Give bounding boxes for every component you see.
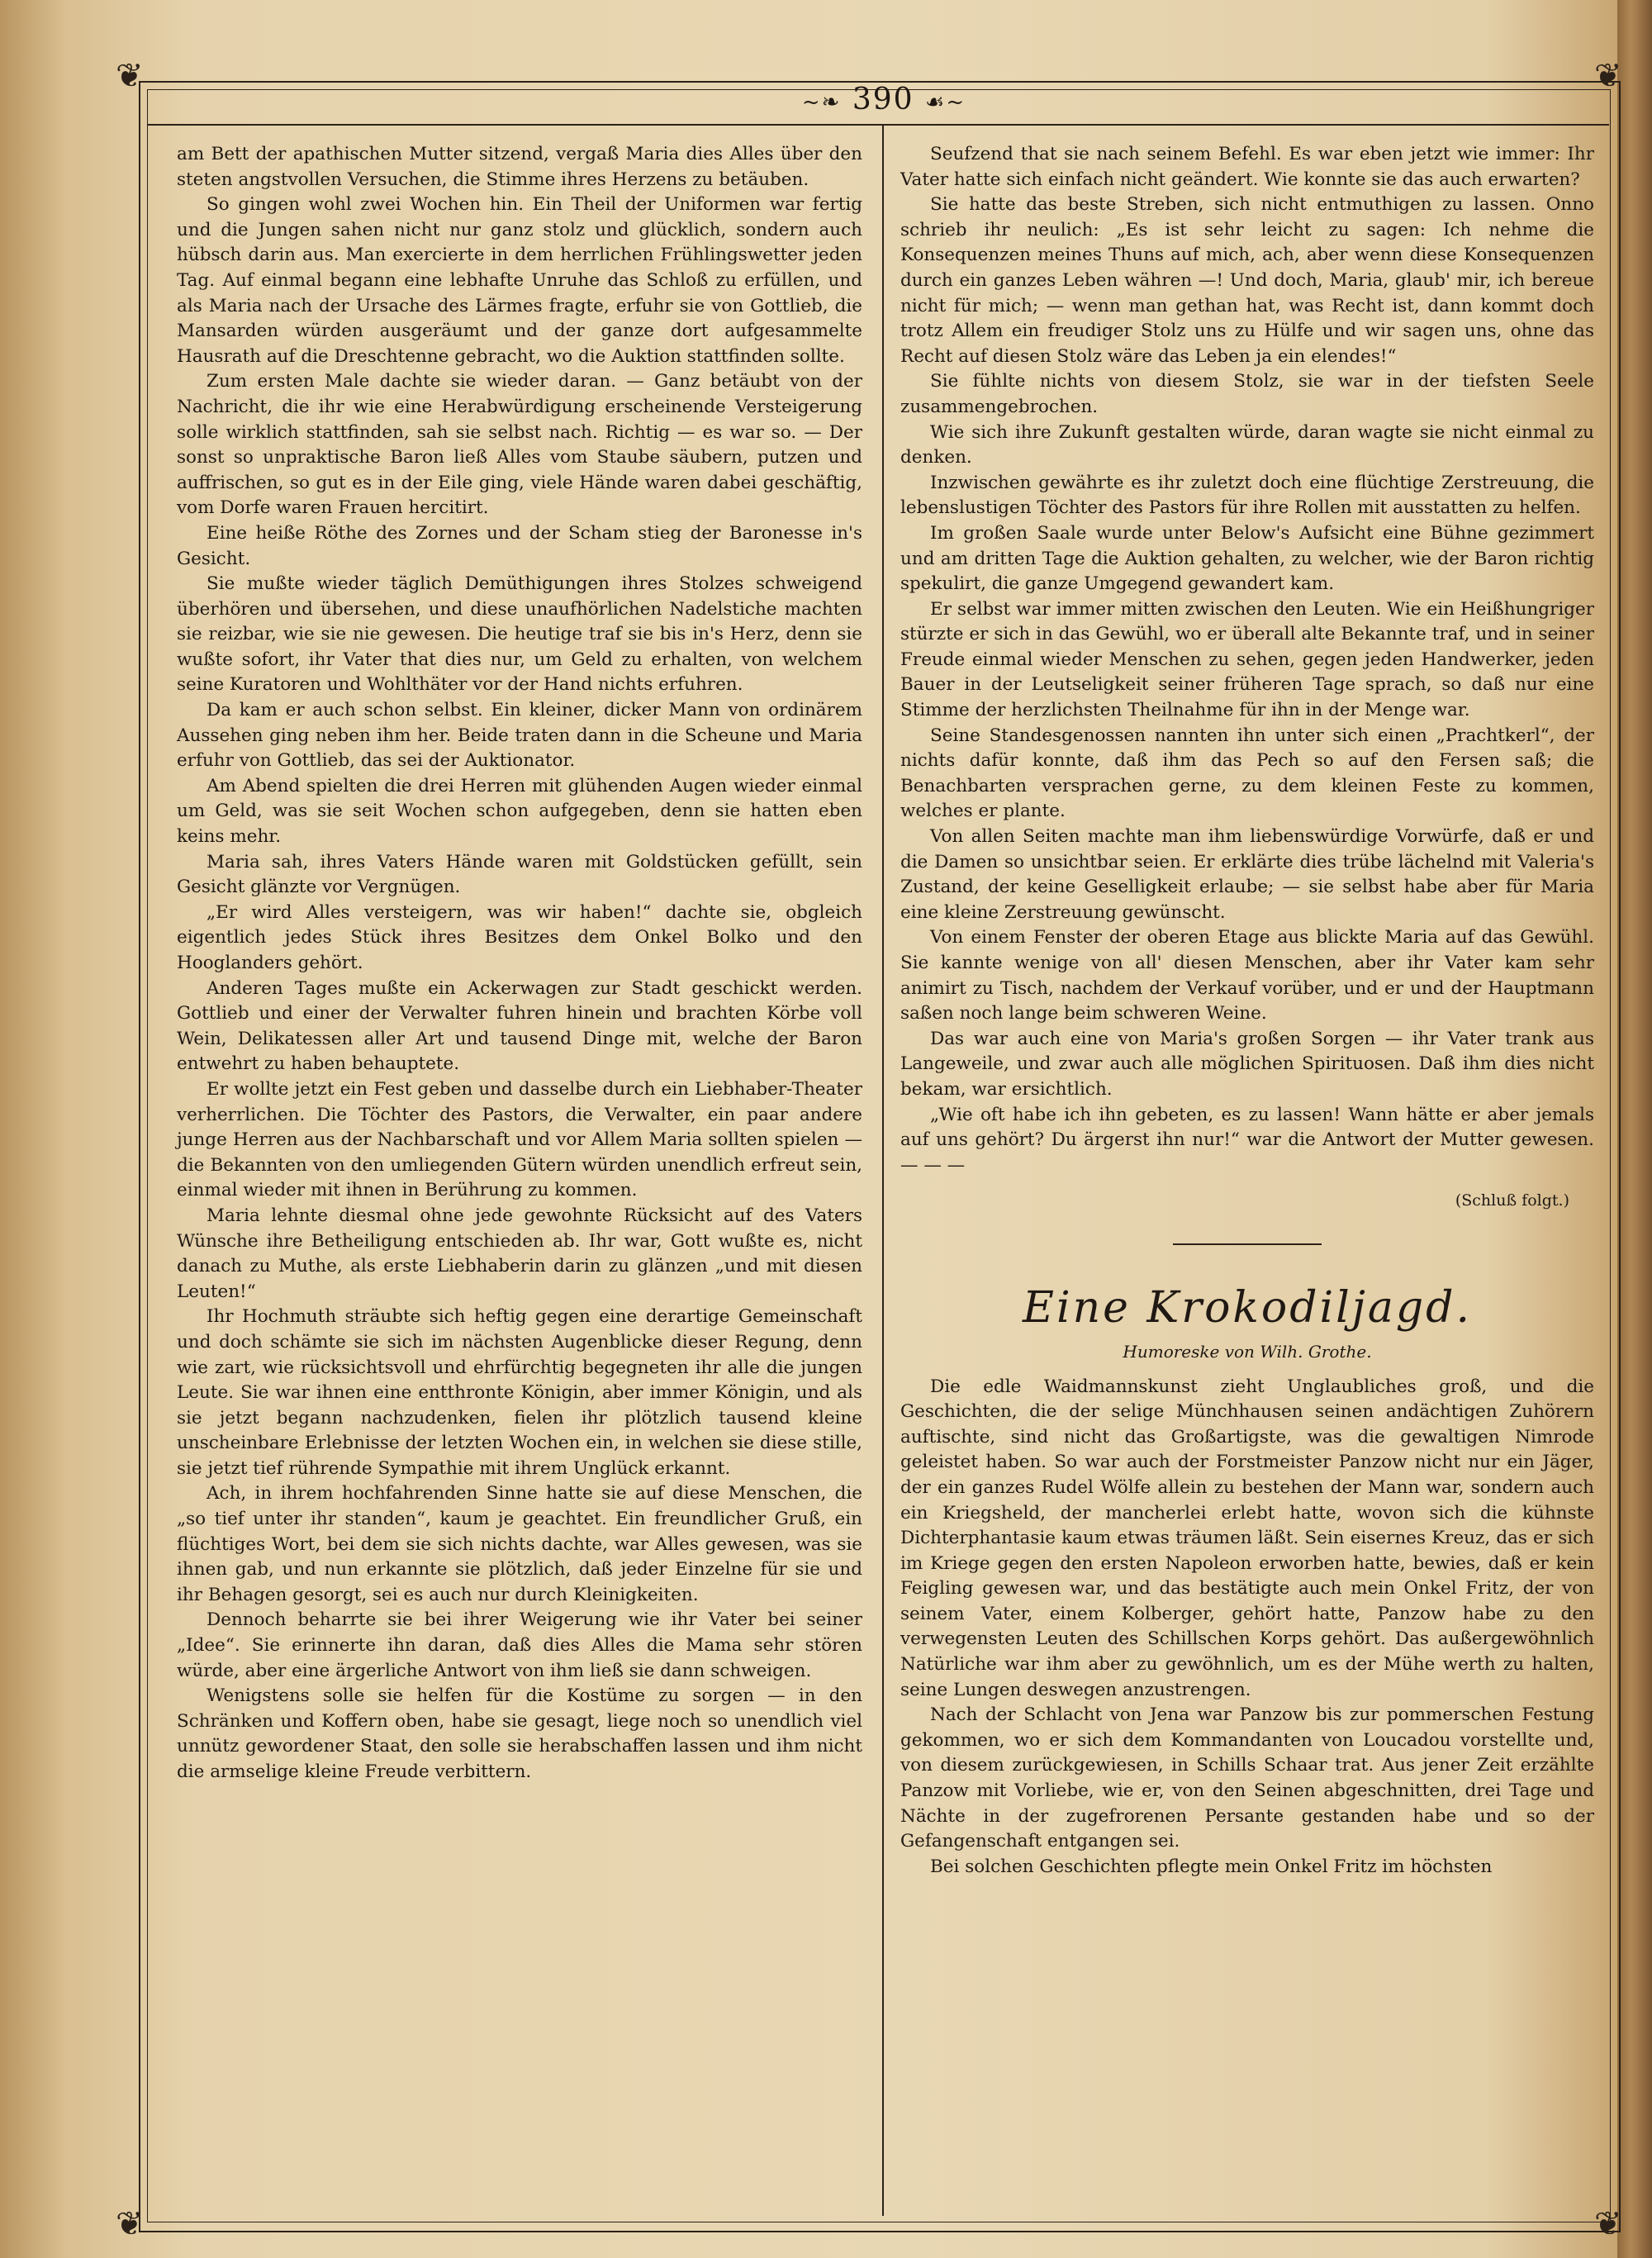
paragraph: Maria sah, ihres Vaters Hände waren mit Goldstücken gefüllt, sein Gesicht glänzte vor Vergnügen.	[177, 851, 862, 898]
paragraph: Das war auch eine von Maria's großen Sorgen — ihr Vater trank aus Langeweile, und zwar auch alle möglichen Spirituosen. Daß ihm dies nicht bekam, war ersichtlich.	[900, 1028, 1594, 1100]
paragraph: Inzwischen gewährte es ihr zuletzt doch eine flüchtige Zerstreuung, die lebenslustigen Töchter des Pastors für ihre Rollen mit ausstatten zu helfen.	[900, 472, 1594, 519]
paragraph: Eine heiße Röthe des Zornes und der Scham stieg der Baronesse in's Gesicht.	[177, 522, 862, 569]
corner-ornament-icon: ❦	[1594, 2205, 1622, 2243]
header-rule	[147, 124, 1609, 126]
paragraph: Da kam er auch schon selbst. Ein kleiner, dicker Mann von ordinärem Aussehen ging neben ihm her. Beide traten dann in die Scheune und Maria erfuhr von Gottlieb, das sei der Auktionator.	[177, 700, 862, 772]
paragraph: Wie sich ihre Zukunft gestalten würde, daran wagte sie nicht einmal zu denken.	[900, 421, 1594, 468]
page-number	[743, 83, 1024, 116]
paragraph: Anderen Tages mußte ein Ackerwagen zur Stadt geschickt werden. Gottlieb und einer der Verwalter fuhren hinein und brachten Körbe voll Wein, Delikatessen aller Art und tausend Dinge mit, welche der Baron entwehrt zu haben behauptete.	[177, 977, 862, 1075]
paragraph: Nach der Schlacht von Jena war Panzow bis zur pommerschen Festung gekommen, wo er sich dem Kommandanten von Loucadou vorstellte und, von diesem zurückgewiesen, in Schills Schaar trat. Aus jener Zeit erzählte Panzow mit Vorliebe, wie er, von den Seinen abgeschnitten, drei Tage und Nächte in der zugefrorenen Persante gestanden habe und so der Gefangenschaft entgangen sei.	[900, 1704, 1594, 1852]
continued-note: (Schluß folgt.)	[1455, 1191, 1569, 1210]
article-byline: Humoreske von Wilh. Grothe.	[1123, 1341, 1372, 1362]
paragraph: Am Abend spielten die drei Herren mit glühenden Augen wieder einmal um Geld, was sie seit Wochen schon aufgegeben, denn sie hatten eben keins mehr.	[177, 775, 862, 848]
left-column	[177, 142, 862, 1785]
paragraph: Ach, in ihrem hochfahrenden Sinne hatte sie auf diese Menschen, die „so tief unter ihr standen“, kaum je geachtet. Ein freundlicher Gruß, ein flüchtiges Wort, bei dem sie sich nichts dachte, war Alles gewesen, was sie ihnen gab, und nun erkannte sie plötzlich, daß jeder Einzelne für sie und ihr Behagen gesorgt, sei es auch nur durch Kleinigkeiten.	[177, 1483, 862, 1605]
book-binding	[1617, 0, 1652, 2258]
paragraph: Sie hatte das beste Streben, sich nicht entmuthigen zu lassen. Onno schrieb ihr neulich: „Es ist sehr leicht zu sagen: Ich nehme die Konsequenzen meines Thuns auf mich, ach, aber wenn diese Konsequenzen durch ein ganzes Leben währen —! Und doch, Maria, glaub' mir, ich bereue nicht für mich; — wenn man gethan hat, was Recht ist, dann kommt doch trotz Allem ein freudiger Stolz uns zu Hülfe und wir sagen uns, ohne das Recht auf diesen Stolz wäre das Leben ja ein elendes!“	[900, 194, 1594, 367]
corner-ornament-icon: ❦	[116, 57, 144, 95]
paragraph: So gingen wohl zwei Wochen hin. Ein Theil der Uniformen war fertig und die Jungen sahen nicht nur ganz stolz und glücklich, sondern auch hübsch darin aus. Man exercierte in dem herrlichen Frühlingswetter jeden Tag. Auf einmal begann eine lebhafte Unruhe das Schloß zu erfüllen, und als Maria nach der Ursache des Lärmes fragte, erfuhr sie von Gottlieb, die Mansarden würden ausgeräumt und der ganze dort aufgesammelte Hausrath auf die Dreschtenne gebracht, wo die Auktion stattfinden sollte.	[177, 194, 862, 367]
paragraph: Bei solchen Geschichten pflegte mein Onkel Fritz im höchsten	[930, 1856, 1493, 1877]
paragraph: Seufzend that sie nach seinem Befehl. Es war eben jetzt wie immer: Ihr Vater hatte sich einfach nicht geändert. Wie konnte sie das auch erwarten?	[900, 144, 1594, 190]
paragraph: Er wollte jetzt ein Fest geben und dasselbe durch ein Liebhaber-Theater verherrlichen. Die Töchter des Pastors, die Verwalter, ein paar andere junge Herren aus der Nachbarschaft und vor Allem Maria sollten spielen — die Bekannten von den umliegenden Gütern würden unendlich erfreut sein, einmal wieder mit ihnen in Berührung zu kommen.	[177, 1078, 862, 1201]
flourish-left-icon: ~❧	[801, 90, 842, 115]
paragraph: „Er wird Alles versteigern, was wir haben!“ dachte sie, obgleich eigentlich jedes Stück ihres Besitzes dem Onkel Bolko und den Hooglanders gehört.	[177, 901, 862, 973]
paragraph: Sie mußte wieder täglich Demüthigungen ihres Stolzes schweigend überhören und übersehen, und diese unaufhörlichen Nadelstiche machten sie reizbar, wie sie nie gewesen. Die heutige traf sie bis in's Herz, denn sie wußte sofort, ihr Vater that dies nur, um Geld zu erhalten, von welchem seine Kuratoren und Wohlthäter vor der Hand nichts erfuhren.	[177, 573, 862, 696]
corner-ornament-icon: ❦	[116, 2205, 144, 2243]
column-divider	[882, 126, 884, 2216]
section-separator	[1173, 1243, 1322, 1245]
article-title: Eine Krokodiljagd.	[1023, 1282, 1472, 1333]
paragraph: Zum ersten Male dachte sie wieder daran. — Ganz betäubt von der Nachricht, die ihr wie eine Herabwürdigung erscheinende Versteigerung solle wirklich stattfinden, sah sie selbst nach. Richtig — es war so. — Der sonst so unpraktische Baron ließ Alles vom Staube säubern, putzen und auffrischen, so gut es in der Eile ging, viele Hände waren dabei geschäftig, vom Dorfe waren Frauen hercitirt.	[177, 371, 862, 519]
paragraph: „Wie oft habe ich ihn gebeten, es zu lassen! Wann hätte er aber jemals auf uns gehört? Du ärgerst ihn nur!“ war die Antwort der Mutter gewesen. — — —	[900, 1104, 1594, 1176]
paragraph: Von einem Fenster der oberen Etage aus blickte Maria auf das Gewühl. Sie kannte wenige von all' diesen Menschen, aber ihr Vater kam sehr animirt zu Tisch, nachdem der Verkauf vorüber, und er und der Hauptmann saßen noch lange beim schweren Weine.	[900, 927, 1594, 1024]
paragraph: Wenigstens solle sie helfen für die Kostüme zu sorgen — in den Schränken und Koffern oben, habe sie gesagt, liege noch so unendlich viel unnütz gewordener Staat, den solle sie herabschaffen lassen und ihm nicht die armselige kleine Freude verbittern.	[177, 1685, 862, 1782]
paragraph: Im großen Saale wurde unter Below's Aufsicht eine Bühne gezimmert und am dritten Tage die Auktion gehalten, zu welcher, wie der Baron richtig spekulirt, die ganze Umgegend gewandert kam.	[900, 522, 1594, 595]
paragraph: Von allen Seiten machte man ihm liebenswürdige Vorwürfe, daß er und die Damen so unsichtbar seien. Er erklärte dies trübe lächelnd mit Valeria's Zustand, der keine Geselligkeit erlaube; — sie selbst habe aber für Maria eine kleine Zerstreuung gewünscht.	[900, 826, 1594, 923]
paragraph: Die edle Waidmannskunst zieht Unglaubliches groß, und die Geschichten, die der selige Münchhausen seinen andächtigen Zuhörern auftischte, sind nicht das Großartigste, was die gewaltigen Nimrode geleistet haben. So war auch der Forstmeister Panzow nicht nur ein Jäger, der ein ganzes Rudel Wölfe allein zu bestehen der Mann war, sondern auch ein Kriegsheld, der mancherlei erlebt hatte, wovon sich die kühnste Dichterphantasie kaum etwas träumen läßt. Sein eisernes Kreuz, das er sich im Kriege gegen den ersten Napoleon erworben hatte, bewies, daß er kein Feigling gewesen war, und das bestätigte auch mein Onkel Fritz, der von seinem Vater, einem Kolberger, gehört hatte, Panzow habe zu den verwegensten Leuten des Schillschen Korps gehört. Das außergewöhnlich Natürliche war ihm aber zu gewöhnlich, um es der Mühe werth zu halten, seine Lungen deswegen anzustrengen.	[900, 1376, 1594, 1700]
page-number-text: 390	[852, 83, 914, 116]
corner-ornament-icon: ❦	[1594, 57, 1622, 95]
paragraph: Maria lehnte diesmal ohne jede gewohnte Rücksicht auf des Vaters Wünsche ihre Betheiligung entschieden ab. Ihr war, Gott wußte es, nicht danach zu Muthe, als erste Liebhaberin darin zu glänzen „und mit diesen Leuten!“	[177, 1205, 862, 1302]
paragraph: am Bett der apathischen Mutter sitzend, vergaß Maria dies Alles über den steten angstvollen Versuchen, die Stimme ihres Herzens zu betäuben.	[177, 144, 862, 190]
paragraph: Sie fühlte nichts von diesem Stolz, sie war in der tiefsten Seele zusammengebrochen.	[900, 371, 1594, 417]
right-column	[900, 142, 1594, 1880]
paragraph: Er selbst war immer mitten zwischen den Leuten. Wie ein Heißhungriger stürzte er sich in das Gewühl, wo er überall alte Bekannte traf, und in seiner Freude einmal wieder Menschen zu sehen, gegen jeden Handwerker, jeden Bauer in der Leutseligkeit seiner früheren Tage sprach, so daß nur eine Stimme der herzlichsten Theilnahme für ihn in der Menge war.	[900, 598, 1594, 721]
paragraph: Ihr Hochmuth sträubte sich heftig gegen eine derartige Gemeinschaft und doch schämte sie sich im nächsten Augenblicke dieser Regung, denn wie zart, wie rücksichtsvoll und ehrfürchtig begegneten ihr alle die jungen Leute. Sie war ihnen eine entthronte Königin, aber immer Königin, und als sie jetzt begann nachzudenken, fielen ihr plötzlich tausend kleine unscheinbare Erlebnisse der letzten Wochen ein, in welchen sie diese stille, sie jetzt tief rührende Sympathie mit ihrem Unglück erkannt.	[177, 1306, 862, 1479]
paragraph: Dennoch beharrte sie bei ihrer Weigerung wie ihr Vater bei seiner „Idee“. Sie erinnerte ihn daran, daß dies Alles die Mama sehr stören würde, aber eine ärgerliche Antwort von ihm ließ sie dann schweigen.	[177, 1609, 862, 1681]
flourish-right-icon: ☙~	[925, 90, 966, 115]
paragraph: Seine Standesgenossen nannten ihn unter sich einen „Prachtkerl“, der nichts dafür konnte, daß ihm das Pech so auf den Fersen saß; die Benachbarten versprachen gerne, zu dem kleinen Feste zu kommen, welches er plante.	[900, 725, 1594, 822]
